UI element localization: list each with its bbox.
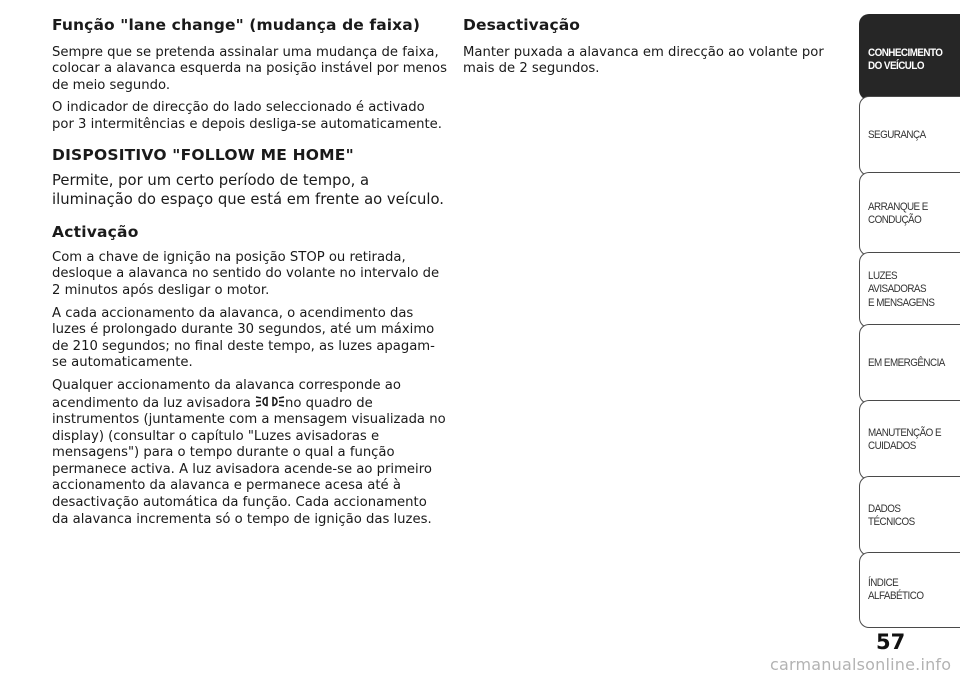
page-number: 57 [876,630,906,654]
tab-label: CONHECIMENTO DO VEÍCULO [868,46,943,72]
follow-me-home-lead: Permite, por um certo período de tempo, a iluminação do espaço que está em frente ao veículo. [52,172,445,208]
activation-p3-end: no quadro de instrumentos (juntamente com a mensagem visualizada no display) (consultar o capítulo "Luzes avisadoras e mensagens") para o tempo durante o qual a função permanece activa. A luz avisadora acende-se ao primeiro accionamento da alavanca e permanece acesa até à desactivação automática da função. Cada accionamento da alavanca incrementa só o tempo de ignição das luzes. [52,395,446,527]
tab-luzes-avisadoras[interactable] [859,252,960,328]
tab-label: MANUTENÇÃO E CUIDADOS [868,426,941,452]
tab-label: DADOS TÉCNICOS [868,502,915,528]
watermark: carmanualsonline.info [770,655,952,674]
deactivation-heading: Desactivação [463,16,581,34]
right-column [463,16,838,84]
tab-arranque-e-conducao[interactable] [859,172,960,256]
activation-paragraph-1: Com a chave de ignição na posição STOP ou retirada, desloque a alavanca no sentido do volante no intervalo de 2 minutos após desligar o motor. [52,249,440,298]
follow-me-home-heading: DISPOSITIVO "FOLLOW ME HOME" [52,145,354,164]
chapter-tabs [859,0,960,678]
left-column [52,16,447,534]
tab-indice-alfabetico[interactable] [859,552,960,628]
tab-label: ARRANQUE E CONDUÇÃO [868,200,928,226]
tab-em-emergencia[interactable] [859,324,960,404]
lane-change-paragraph-1: Sempre que se pretenda assinalar uma mudança de faixa, colocar a alavanca esquerda na posição instável por menos de meio segundo. [52,44,447,93]
tab-label: EM EMERGÊNCIA [868,357,945,370]
tab-label: LUZES AVISADORAS E MENSAGENS [868,269,935,309]
side-lights-warning-icon [255,395,285,408]
tab-label: ÍNDICE ALFABÉTICO [868,576,924,602]
activation-heading: Activação [52,223,139,242]
tab-dados-tecnicos[interactable] [859,476,960,556]
tab-label: SEGURANÇA [868,129,926,142]
lane-change-paragraph-2: O indicador de direcção do lado seleccionado é activado por 3 intermitências e depois desliga-se automaticamente. [52,100,442,132]
lane-change-heading: Função "lane change" (mudança de faixa) [52,16,421,34]
tab-manutencao-e-cuidados[interactable] [859,400,960,480]
deactivation-paragraph: Manter puxada a alavanca em direcção ao volante por mais de 2 segundos. [463,44,824,77]
activation-paragraph-3 [52,378,447,528]
tab-seguranca[interactable] [859,96,960,176]
activation-paragraph-2: A cada accionamento da alavanca, o acendimento das luzes é prolongado durante 30 segundos, até um máximo de 210 segundos; no final deste tempo, as luzes apagam-se automaticamente. [52,305,435,371]
activation-p3-start: Qualquer accionamento da alavanca corresponde ao acendimento da luz avisadora [52,377,401,411]
tab-conhecimento-do-veiculo[interactable] [859,14,960,100]
